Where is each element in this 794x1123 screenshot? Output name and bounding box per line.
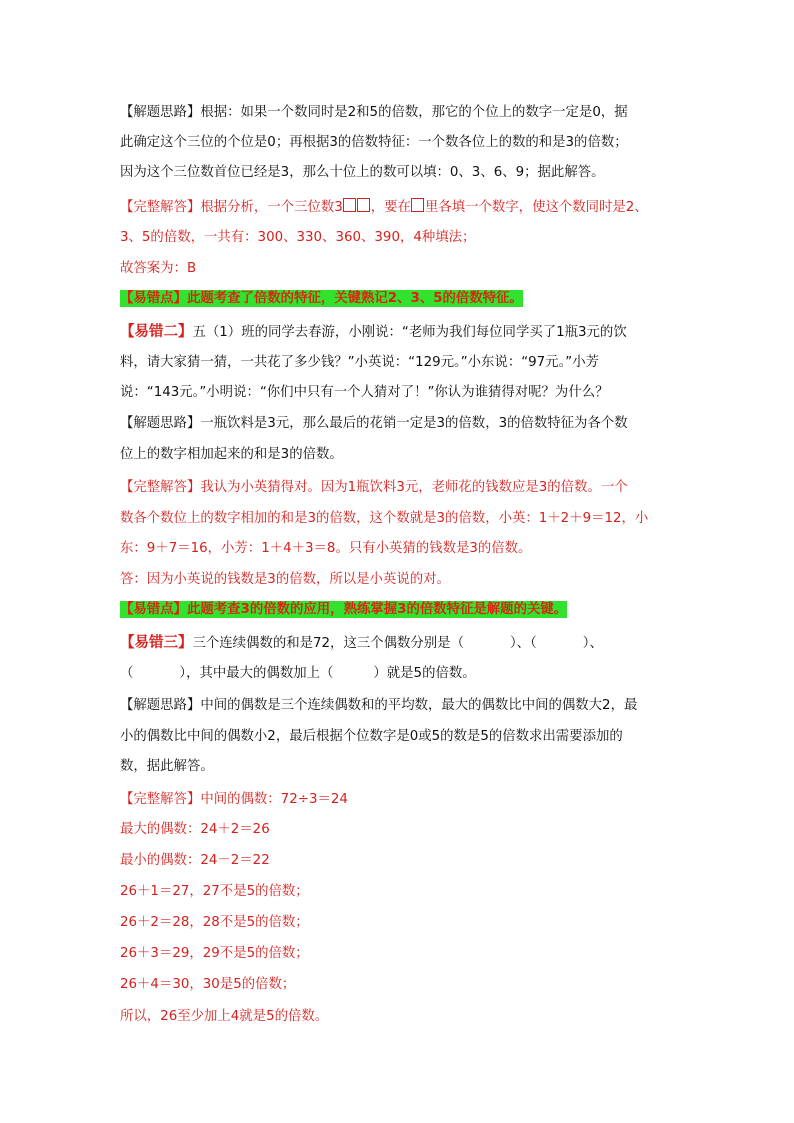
answer-3-line-5: 26＋2＝28，28不是5的倍数；	[120, 915, 309, 930]
answer-3-line-8: 所以，26至少加上4就是5的倍数。	[120, 1009, 329, 1024]
key-point-2: 【易错点】此题考查3的倍数的应用，熟练掌握3的倍数特征是解题的关键。	[120, 602, 568, 617]
answer-3-line-3: 最小的偶数：24－2＝22	[120, 853, 270, 868]
answer-3-line-6: 26＋3＝29，29不是5的倍数；	[120, 946, 309, 961]
analysis-3-line-1: 【解题思路】中间的偶数是三个连续偶数和的平均数，最大的偶数比中间的偶数大2，最	[120, 698, 638, 713]
answer-2-line-2: 数各个数位上的数字相加的和是3的倍数，这个数就是3的倍数，小英：1＋2＋9＝12，小	[120, 511, 649, 526]
blank-box-icon	[411, 198, 424, 212]
answer-3-line-7: 26＋4＝30，30是5的倍数；	[120, 977, 296, 992]
question-2-line-2: 料，请大家猜一猜，一共花了多少钱？”小英说：“129元。”小东说：“97元。”小芳	[120, 355, 599, 370]
analysis-3-line-3: 数，据此解答。	[120, 759, 214, 774]
final-answer: 故答案为：B	[120, 261, 197, 276]
question-3-line-1: 【易错三】三个连续偶数的和是72，这三个偶数分别是（ ）、（ ）、	[120, 635, 603, 651]
analysis-line-2: 此确定这个三位的个位是0；再根据3的倍数特征：一个数各位上的数的和是3的倍数；	[120, 135, 628, 150]
answer-2-line-1: 【完整解答】我认为小英猜得对。因为1瓶饮料3元，老师花的钱数应是3的倍数。一个	[120, 480, 628, 495]
blank-box-icon	[343, 198, 356, 212]
analysis-3-line-2: 小的偶数比中间的偶数小2，最后根据个位数字是0或5的数是5的倍数求出需要添加的	[120, 729, 623, 744]
question-3-line-2: （ ），其中最大的偶数加上（ ）就是5的倍数。	[120, 666, 476, 681]
answer-3-line-1: 【完整解答】中间的偶数：72÷3＝24	[120, 792, 348, 807]
analysis-line-3: 因为这个三位数首位已经是3，那么十位上的数可以填：0、3、6、9；据此解答。	[120, 165, 605, 180]
question-2-line-1: 【易错二】五（1）班的同学去春游，小刚说：“老师为我们每位同学买了1瓶3元的饮	[120, 324, 627, 340]
key-point-1: 【易错点】此题考查了倍数的特征，关键熟记2、3、5的倍数特征。	[120, 291, 523, 306]
analysis-line-1: 【解题思路】根据：如果一个数同时是2和5的倍数，那它的个位上的数字一定是0，据	[120, 105, 628, 120]
answer-2-line-3: 东：9＋7＝16，小芳：1＋4＋3＝8。只有小英猜的钱数是3的倍数。	[120, 541, 532, 556]
question-2-line-3: 说：“143元。”小明说：“你们中只有一个人猜对了！”你认为谁猜得对呢？为什么？	[120, 385, 609, 400]
answer-3-line-4: 26＋1＝27，27不是5的倍数；	[120, 884, 309, 899]
answer-3-line-2: 最大的偶数：24＋2＝26	[120, 822, 270, 837]
final-answer-2: 答：因为小英说的钱数是3的倍数，所以是小英说的对。	[120, 572, 450, 587]
blank-box-icon	[357, 198, 370, 212]
analysis-2-line-2: 位上的数字相加起来的和是3的倍数。	[120, 447, 343, 462]
answer-line-2: 3、5的倍数，一共有：300、330、360、390，4种填法；	[120, 230, 476, 245]
answer-line-1: 【完整解答】根据分析，一个三位数3 ，要在 里各填一个数字，使这个数同时是2、	[120, 200, 648, 215]
analysis-2-line-1: 【解题思路】一瓶饮料是3元，那么最后的花销一定是3的倍数，3的倍数特征为各个数	[120, 416, 628, 431]
